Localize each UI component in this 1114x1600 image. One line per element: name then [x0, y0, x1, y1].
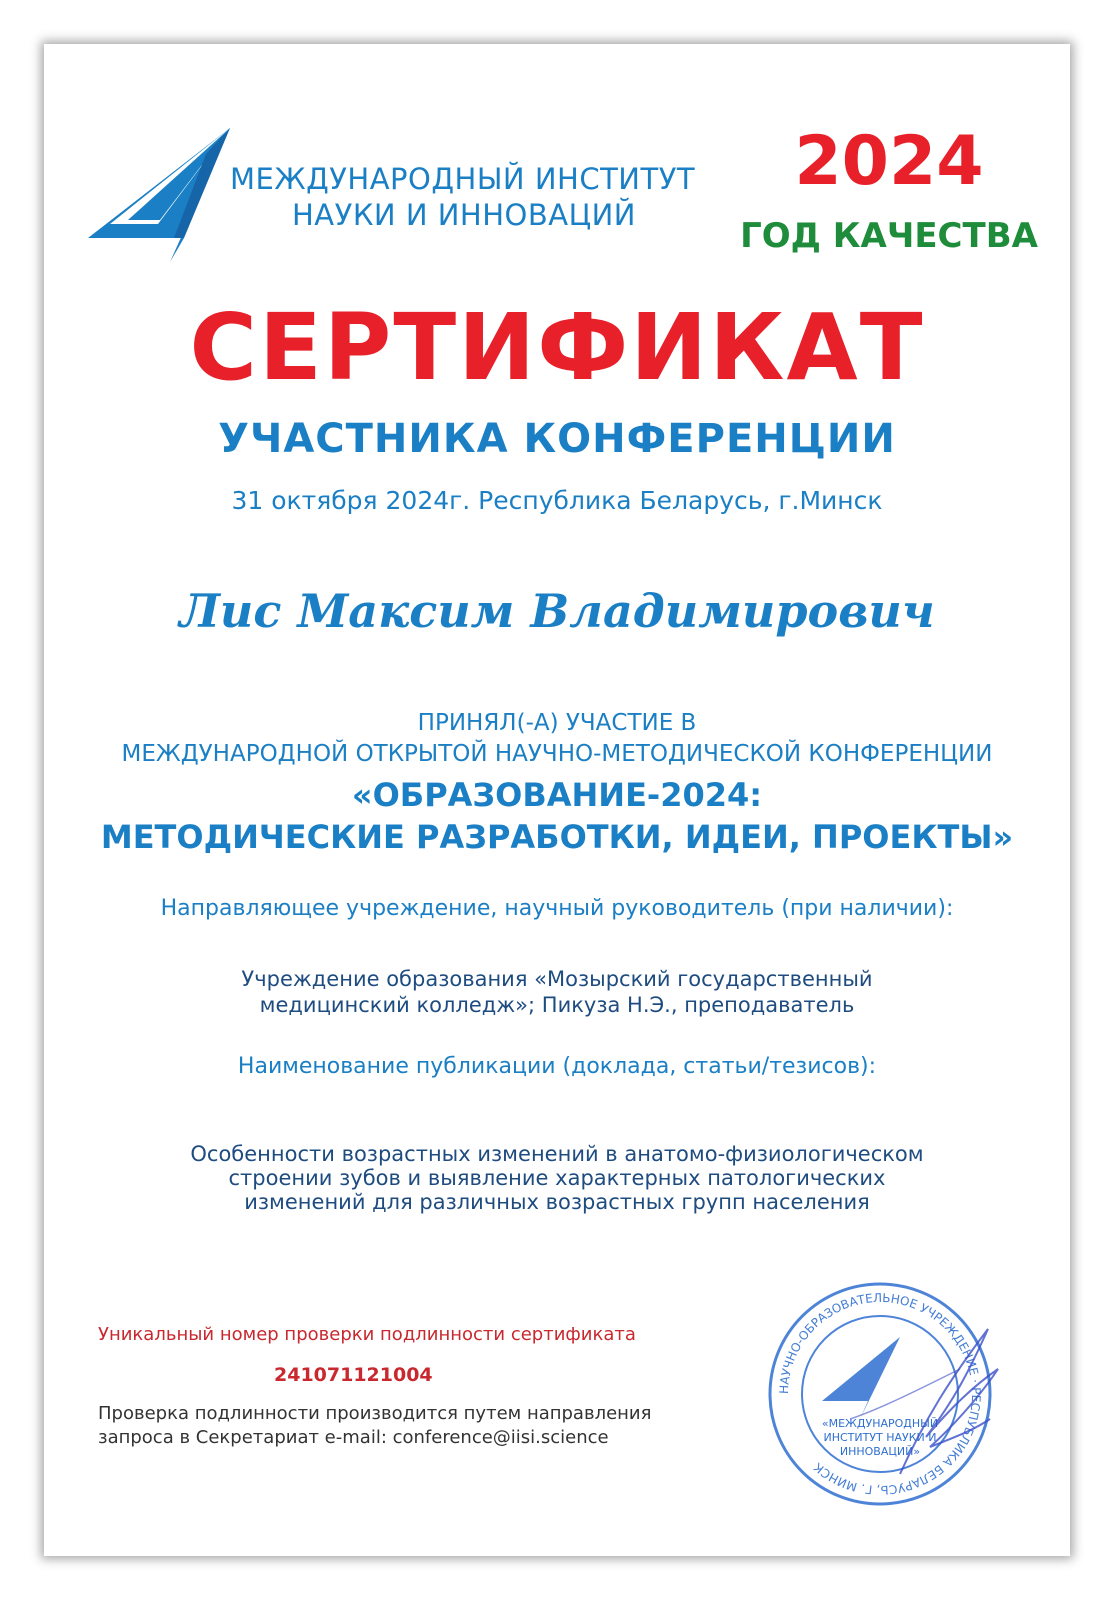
direction-label: Направляющее учреждение, научный руководитель (при наличии):	[160, 896, 954, 921]
verification-note-line1: Проверка подлинности производится путем направления	[98, 1403, 652, 1424]
direction-line2: медицинский колледж»; Пикуза Н.Э., преподаватель	[259, 993, 855, 1017]
verification-note-line2: запроса в Секретариат e-mail: conference@iisi.science	[98, 1427, 609, 1448]
year-badge: 2024	[794, 122, 984, 201]
conference-name-line1: «ОБРАЗОВАНИЕ-2024:	[351, 776, 763, 814]
conference-name-line2: МЕТОДИЧЕСКИЕ РАЗРАБОТКИ, ИДЕИ, ПРОЕКТЫ»	[100, 818, 1014, 856]
official-stamp-icon	[750, 1269, 1010, 1519]
svg-text:НАУЧНО-ОБРАЗОВАТЕЛЬНОЕ УЧРЕЖДЕ	[777, 1291, 983, 1497]
recipient-name: Лис Максим Владимирович	[179, 584, 935, 638]
verification-label: Уникальный номер проверки подлинности сертификата	[98, 1324, 636, 1345]
publication-label: Наименование публикации (доклада, статьи/тезисов):	[237, 1054, 877, 1079]
stamp-center-line1: «МЕЖДУНАРОДНЫЙ	[821, 1417, 939, 1430]
institute-logo-icon	[88, 126, 238, 262]
conference-type: МЕЖДУНАРОДНОЙ ОТКРЫТОЙ НАУЧНО-МЕТОДИЧЕСКОЙ КОНФЕРЕНЦИИ	[121, 741, 993, 767]
verification-number: 241071121004	[274, 1364, 433, 1386]
certificate-subtitle: УЧАСТНИКА КОНФЕРЕНЦИИ	[218, 416, 896, 462]
participation-text: ПРИНЯЛ(-А) УЧАСТИЕ В	[417, 710, 697, 736]
certificate-title: СЕРТИФИКАТ	[189, 294, 925, 401]
direction-line1: Учреждение образования «Мозырский государственный	[241, 967, 873, 991]
year-label: ГОД КАЧЕСТВА	[740, 216, 1038, 256]
stamp-center-line3: ИННОВАЦИЙ»	[839, 1445, 921, 1458]
org-name-line1: МЕЖДУНАРОДНЫЙ ИНСТИТУТ	[230, 162, 696, 196]
stamp-ring-text: НАУЧНО-ОБРАЗОВАТЕЛЬНОЕ УЧРЕЖДЕНИЕ · РЕСПУБЛИКА БЕЛАРУСЬ, Г. МИНСК	[776, 1290, 984, 1498]
certificate-date-place: 31 октября 2024г. Республика Беларусь, г.Минск	[231, 486, 883, 515]
publication-line3: изменений для различных возрастных групп населения	[244, 1190, 870, 1214]
org-name-line2: НАУКИ И ИННОВАЦИЙ	[292, 198, 636, 232]
publication-line1: Особенности возрастных изменений в анатомо-физиологическом	[190, 1142, 924, 1166]
publication-title	[104, 1142, 1010, 1214]
verification-note	[98, 1402, 738, 1450]
certificate-page	[44, 44, 1070, 1556]
stamp-center-line2: ИНСТИТУТ НАУКИ И	[823, 1431, 937, 1444]
direction-value	[144, 966, 970, 1018]
publication-line2: строении зубов и выявление характерных патологических	[228, 1166, 886, 1190]
